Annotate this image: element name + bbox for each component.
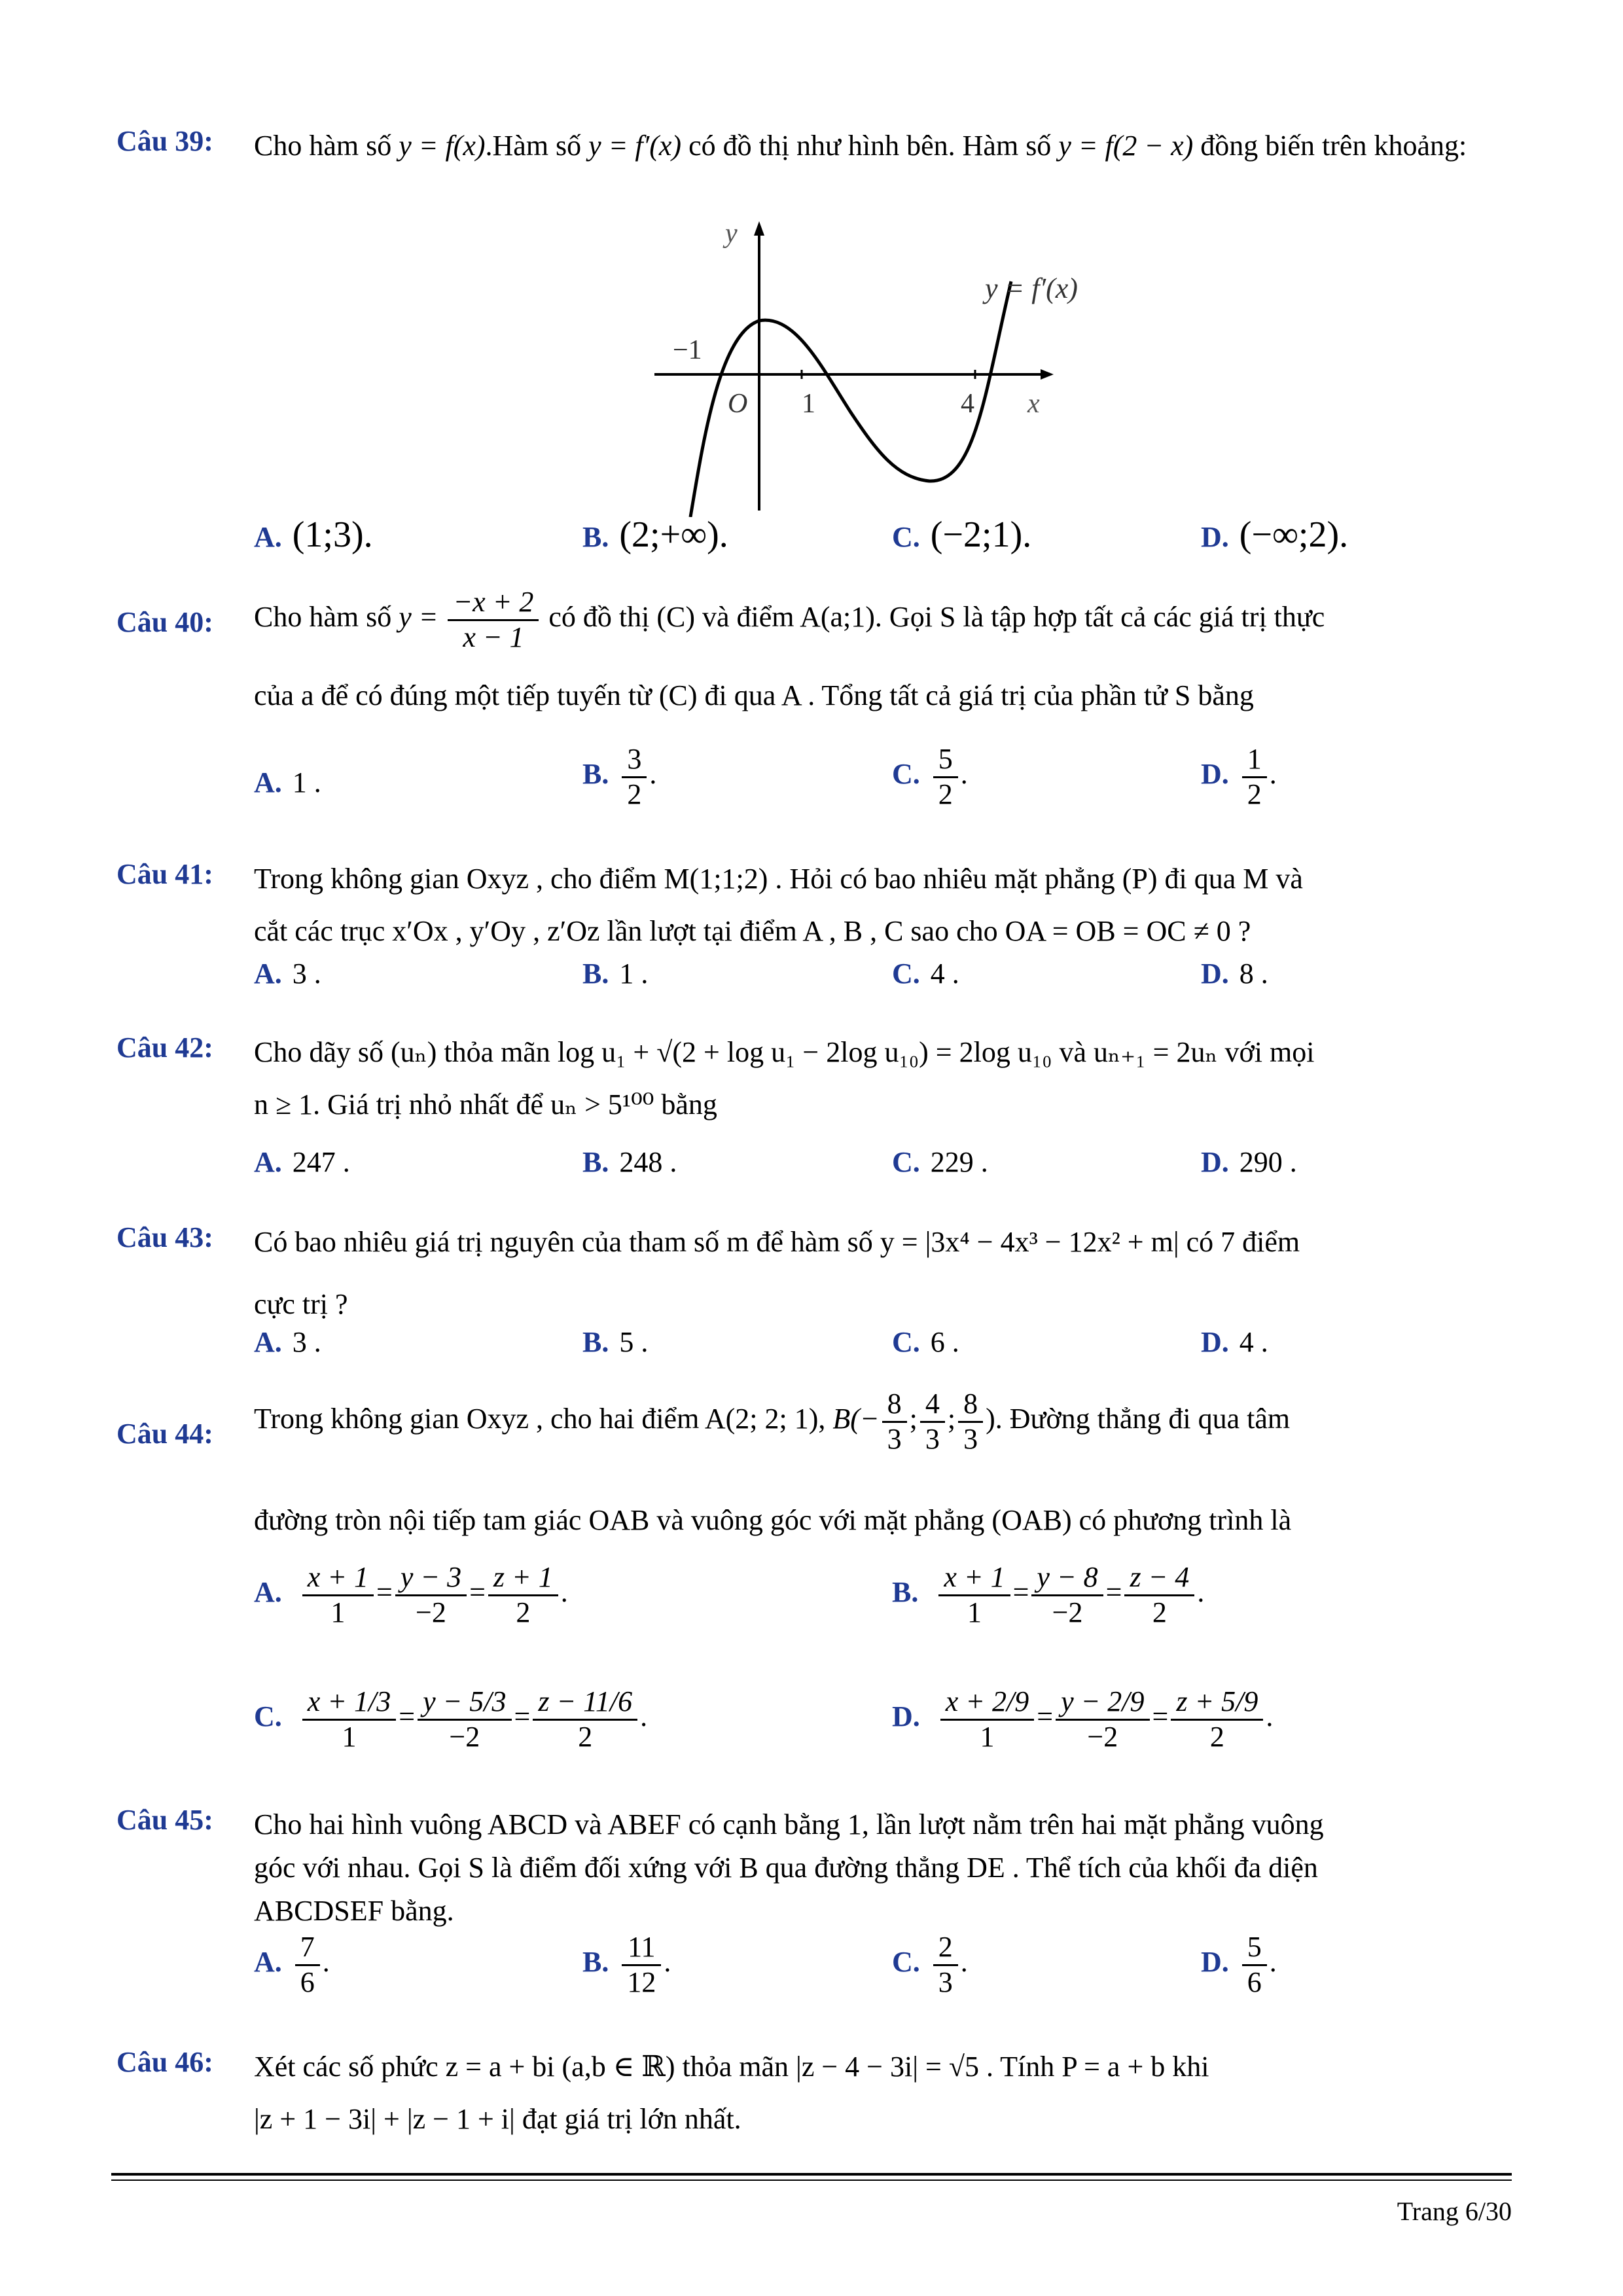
question-text: cắt các trục x′Ox , y′Oy , z′Oz lần lượt tại điểm A , B , C sao cho OA = OB = OC ≠ 0 ?: [254, 915, 1251, 947]
math-expression: B(−: [832, 1403, 880, 1435]
fraction: $\frac{4}{3}$: [920, 1388, 945, 1456]
derivative-graph: [654, 216, 1126, 517]
option-c[interactable]: C. 229 .: [892, 1146, 988, 1178]
origin-label: O: [728, 389, 748, 419]
question-number: Câu 44:: [116, 1418, 213, 1450]
option-b[interactable]: B. 5 .: [582, 1326, 649, 1358]
question-text: Cho hàm số: [254, 130, 392, 162]
option-d[interactable]: D. $\frac{1}{2}$ .: [1201, 743, 1277, 810]
question-text: .Hàm số: [485, 130, 582, 162]
fraction: $\frac{8}{3}$: [958, 1388, 983, 1456]
fraction: $\frac{8}{3}$: [882, 1388, 907, 1456]
option-a[interactable]: A. $\frac{7}{6}$ .: [254, 1931, 330, 1998]
question-number: Câu 45:: [116, 1804, 213, 1836]
x-axis-label: x: [1027, 389, 1040, 419]
x-axis-arrow-icon: [1041, 369, 1054, 380]
option-b[interactable]: B. (2;+∞).: [582, 514, 728, 555]
question-number: Câu 42:: [116, 1031, 213, 1064]
question-text: ). Đường thẳng đi qua tâm: [986, 1403, 1291, 1435]
question-number: Câu 40:: [116, 606, 213, 638]
y-axis-arrow-icon: [754, 221, 764, 236]
option-b[interactable]: B. $\frac{x + 1}{1}$ = $\frac{y - 8}{-2}$ = $\frac{z - 4}{2}$ .: [892, 1561, 1205, 1628]
option-d[interactable]: D. 4 .: [1201, 1326, 1268, 1358]
question-text: cực trị ?: [254, 1288, 348, 1320]
math-expression: y = f(x): [399, 130, 486, 162]
option-d[interactable]: D. $\frac{5}{6}$ .: [1201, 1931, 1277, 1998]
math-expression: y = f(2 − x): [1058, 130, 1194, 162]
option-d[interactable]: D. 290 .: [1201, 1146, 1297, 1178]
curve-label: y = f′(x): [985, 272, 1078, 304]
option-c[interactable]: C. (−2;1).: [892, 514, 1032, 555]
question-text: Trong không gian Oxyz , cho hai điểm A(2; 2; 1),: [254, 1403, 826, 1435]
option-d[interactable]: D. (−∞;2).: [1201, 514, 1349, 555]
question-text: Xét các số phức z = a + bi (a,b ∈ ℝ) thỏa mãn |z − 4 − 3i| = √5 . Tính P = a + b khi: [254, 2051, 1209, 2083]
question-text: góc với nhau. Gọi S là điểm đối xứng với B qua đường thẳng DE . Thể tích của khối đa diện: [254, 1852, 1318, 1884]
y-axis-label: y: [725, 219, 738, 249]
question-text: Cho hai hình vuông ABCD và ABEF có cạnh bằng 1, lần lượt nằm trên hai mặt phẳng vuông: [254, 1808, 1324, 1840]
option-a[interactable]: A. (1;3).: [254, 514, 373, 555]
question-text: n ≥ 1. Giá trị nhỏ nhất để uₙ > 5¹⁰⁰ bằng: [254, 1088, 717, 1121]
question-text: đồng biến trên khoảng:: [1200, 130, 1467, 162]
question-text: có đồ thị như hình bên. Hàm số: [688, 130, 1052, 162]
option-d[interactable]: D. 8 .: [1201, 958, 1268, 990]
option-c[interactable]: C. 6 .: [892, 1326, 959, 1358]
option-c[interactable]: C. $\frac{5}{2}$ .: [892, 743, 968, 810]
math-expression: y =: [399, 601, 438, 634]
option-c[interactable]: C. 4 .: [892, 958, 959, 990]
tick-label-4: 4: [961, 389, 974, 419]
page-number: Trang 6/30: [1397, 2197, 1512, 2226]
option-d[interactable]: D. $\frac{x + 2/9}{1}$ = $\frac{y - 2/9}{-2}$ = $\frac{z + 5/9}{2}$ .: [892, 1685, 1274, 1753]
option-c[interactable]: C. $\frac{x + 1/3}{1}$ = $\frac{y - 5/3}{-2}$ = $\frac{z - 11/6}{2}$ .: [254, 1685, 648, 1753]
option-a[interactable]: A. 1 .: [254, 766, 321, 798]
option-a[interactable]: A. $\frac{x + 1}{1}$ = $\frac{y - 3}{-2}$ = $\frac{z + 1}{2}$ .: [254, 1561, 568, 1628]
option-b[interactable]: B. $\frac{3}{2}$ .: [582, 743, 657, 810]
math-expression: y = f′(x): [588, 130, 682, 162]
question-text: |z + 1 − 3i| + |z − 1 + i| đạt giá trị lớn nhất.: [254, 2103, 741, 2135]
question-number: Câu 41:: [116, 858, 213, 890]
question-text: của a để có đúng một tiếp tuyến từ (C) đi qua A . Tổng tất cả giá trị của phần tử S bằng: [254, 679, 1254, 711]
tick-label-1: 1: [802, 389, 815, 419]
question-text: đường tròn nội tiếp tam giác OAB và vuông góc với mặt phẳng (OAB) có phương trình là: [254, 1504, 1292, 1536]
option-b[interactable]: B. $\frac{11}{12}$ .: [582, 1931, 671, 1998]
fraction: $\frac{-x + 2}{x - 1}$: [448, 586, 539, 654]
option-a[interactable]: A. 247 .: [254, 1146, 350, 1178]
footer-divider: [111, 2179, 1512, 2181]
question-text: có đồ thị (C) và điểm A(a;1). Gọi S là tập hợp tất cả các giá trị thực: [548, 601, 1325, 634]
option-a[interactable]: A. 3 .: [254, 958, 321, 990]
question-text: Cho hàm số: [254, 601, 392, 634]
option-a[interactable]: A. 3 .: [254, 1326, 321, 1358]
question-text: Cho dãy số (uₙ) thỏa mãn log u₁ + √(2 + log u₁ − 2log u₁₀) = 2log u₁₀ và uₙ₊₁ = 2uₙ với mọi: [254, 1036, 1315, 1068]
footer-divider: [111, 2173, 1512, 2176]
option-b[interactable]: B. 248 .: [582, 1146, 677, 1178]
question-text: Có bao nhiêu giá trị nguyên của tham số m để hàm số y = |3x⁴ − 4x³ − 12x² + m| có 7 điểm: [254, 1226, 1300, 1258]
question-number: Câu 43:: [116, 1221, 213, 1253]
option-b[interactable]: B. 1 .: [582, 958, 649, 990]
question-number: Câu 46:: [116, 2046, 213, 2078]
question-text: ABCDSEF bằng.: [254, 1895, 454, 1927]
tick-label-minus-1: −1: [673, 335, 702, 365]
question-text: Trong không gian Oxyz , cho điểm M(1;1;2) . Hỏi có bao nhiêu mặt phẳng (P) đi qua M và: [254, 863, 1303, 895]
question-number: Câu 39:: [116, 125, 213, 157]
option-c[interactable]: C. $\frac{2}{3}$ .: [892, 1931, 968, 1998]
